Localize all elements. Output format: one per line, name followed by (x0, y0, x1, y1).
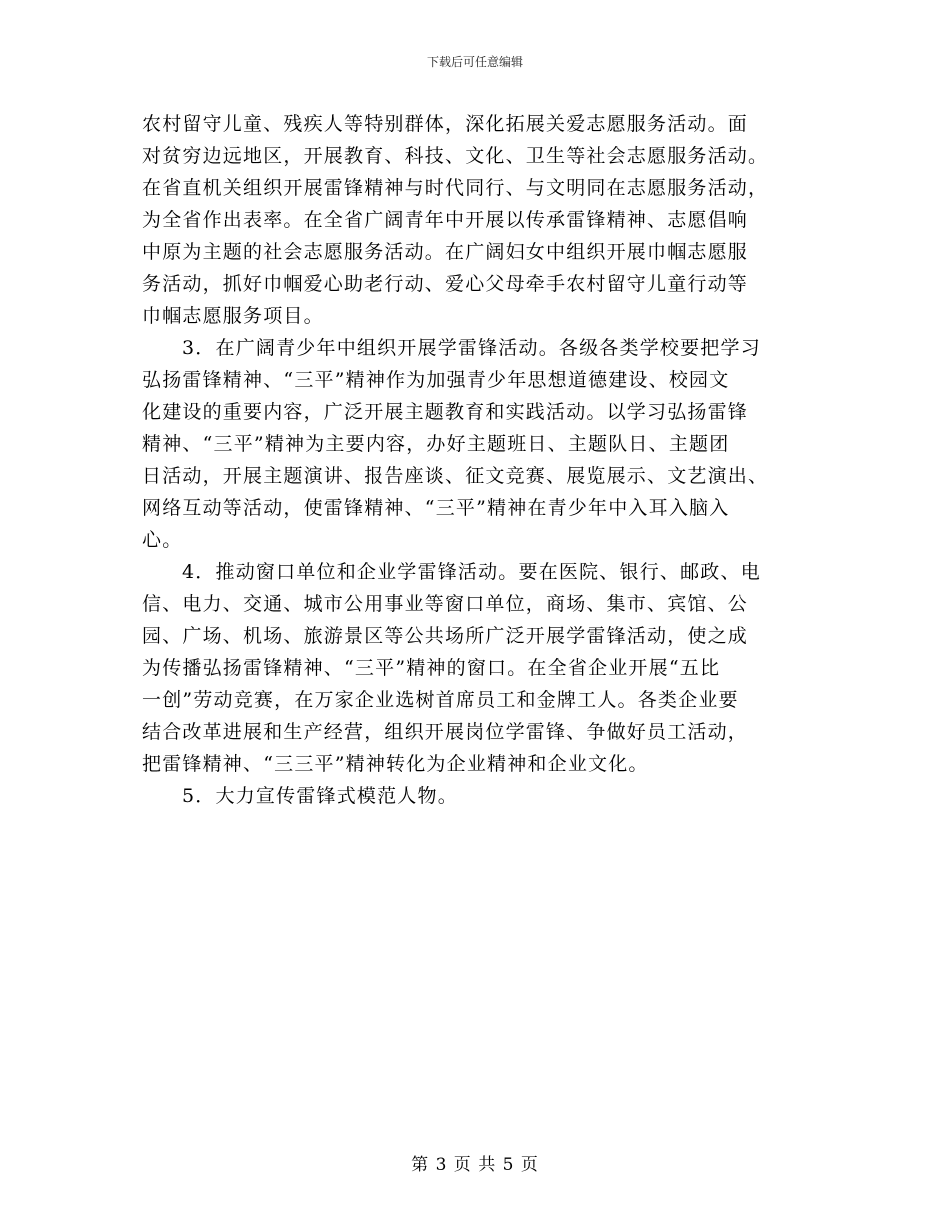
text-line: 化建设的重要内容，广泛开展主题教育和实践活动。以学习弘扬雷锋 (142, 401, 749, 423)
text-line: 把雷锋精神、“三三平”精神转化为企业精神和企业文化。 (142, 753, 649, 775)
text-line: 中原为主题的社会志愿服务活动。在广阔妇女中组织开展巾帼志愿服 (142, 241, 749, 263)
text-line: 务活动，抓好巾帼爱心助老行动、爱心父母牵手农村留守儿童行动等 (142, 273, 749, 295)
text-line: 对贫穷边远地区，开展教育、科技、文化、卫生等社会志愿服务活动。 (142, 145, 769, 167)
text-line: 5．大力宣传雷锋式模范人物。 (182, 785, 458, 807)
text-line: 农村留守儿童、残疾人等特别群体，深化拓展关爱志愿服务活动。面 (142, 113, 749, 135)
text-line: 心。 (142, 529, 183, 551)
paragraph-1 (142, 108, 810, 332)
text-line: 为全省作出表率。在全省广阔青年中开展以传承雷锋精神、志愿倡响 (142, 209, 749, 231)
text-line: 一创”劳动竞赛，在万家企业选树首席员工和金牌工人。各类企业要 (142, 689, 739, 711)
text-line: 日活动，开展主题演讲、报告座谈、征文竞赛、展览展示、文艺演出、 (142, 465, 769, 487)
text-line: 3．在广阔青少年中组织开展学雷锋活动。各级各类学校要把学习 (182, 337, 761, 359)
document-body (142, 108, 810, 812)
text-line: 4．推动窗口单位和企业学雷锋活动。要在医院、银行、邮政、电 (182, 561, 761, 583)
text-line: 信、电力、交通、城市公用事业等窗口单位，商场、集市、宾馆、公 (142, 593, 749, 615)
paragraph-4 (142, 780, 810, 812)
text-line: 为传播弘扬雷锋精神、“三平”精神的窗口。在全省企业开展“五比 (142, 657, 721, 679)
page-header-note: 下载后可任意编辑 (426, 55, 523, 69)
paragraph-2 (142, 332, 810, 556)
text-line: 园、广场、机场、旅游景区等公共场所广泛开展学雷锋活动，使之成 (142, 625, 749, 647)
text-line: 巾帼志愿服务项目。 (142, 305, 324, 327)
text-line: 结合改革进展和生产经营，组织开展岗位学雷锋、争做好员工活动， (142, 721, 749, 743)
page-number: 第 3 页 共 5 页 (411, 1155, 539, 1175)
text-line: 弘扬雷锋精神、“三平”精神作为加强青少年思想道德建设、校园文 (142, 369, 730, 391)
paragraph-3 (142, 556, 810, 780)
text-line: 在省直机关组织开展雷锋精神与时代同行、与文明同在志愿服务活动， (142, 177, 769, 199)
text-line: 精神、“三平”精神为主要内容，办好主题班日、主题队日、主题团 (142, 433, 730, 455)
text-line: 网络互动等活动，使雷锋精神、“三平”精神在青少年中入耳入脑入 (142, 497, 730, 519)
